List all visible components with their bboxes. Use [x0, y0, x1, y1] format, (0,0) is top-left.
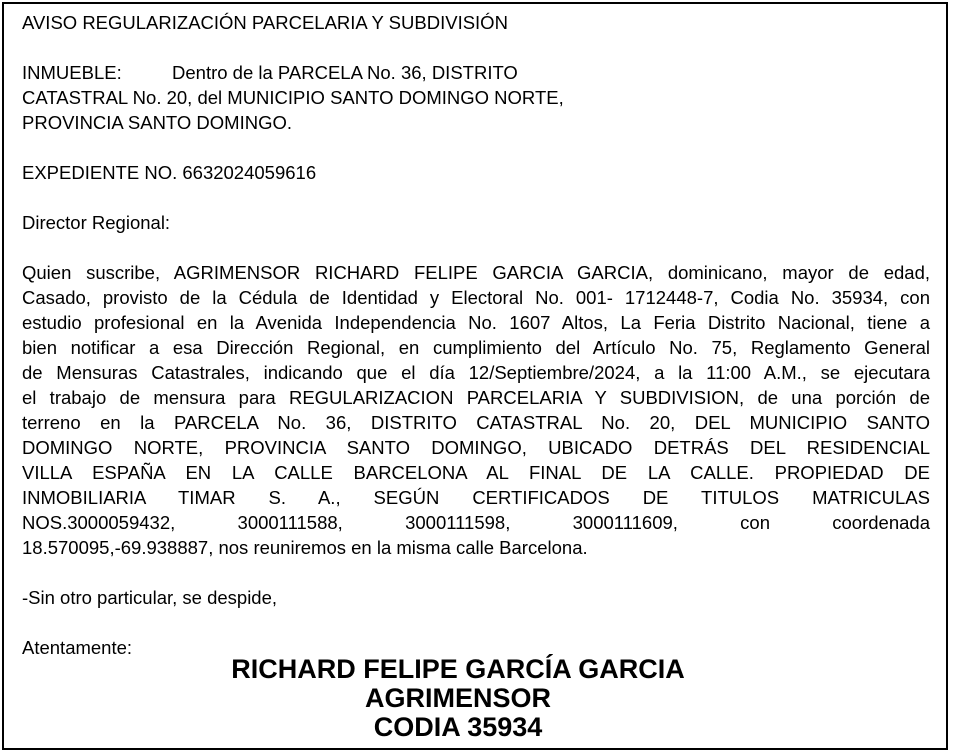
- body-line: Casado, provisto de la Cédula de Identidad y Electoral No. 001- 1712448-7, Codia No. 35934, con: [22, 287, 930, 308]
- notice-title: AVISO REGULARIZACIÓN PARCELARIA Y SUBDIVISIÓN: [22, 12, 508, 33]
- spacer: [22, 235, 930, 260]
- body-last-line: 18.570095,-69.938887, nos reuniremos en la misma calle Barcelona.: [22, 537, 588, 558]
- addressee: Director Regional:: [22, 212, 171, 233]
- inmueble-text-3: PROVINCIA SANTO DOMINGO.: [22, 112, 293, 133]
- notice-frame: [2, 2, 948, 750]
- body-line: bien notificar a esa Dirección Regional, en cumplimiento del Artículo No. 75, Reglamento General: [22, 337, 930, 358]
- signature-name: RICHARD FELIPE GARCÍA GARCIA: [231, 654, 685, 684]
- spacer: [22, 560, 930, 585]
- body-line: Quien suscribe, AGRIMENSOR RICHARD FELIPE GARCIA GARCIA, dominicano, mayor de edad,: [22, 262, 930, 283]
- body-line: el trabajo de mensura para REGULARIZACION PARCELARIA Y SUBDIVISION, de una porción de: [22, 387, 930, 408]
- body-line: NOS.3000059432, 3000111588, 3000111598, 3000111609, con coordenada: [22, 512, 930, 533]
- signature-codia: CODIA 35934: [373, 712, 543, 742]
- inmueble-text-2: CATASTRAL No. 20, del MUNICIPIO SANTO DOMINGO NORTE,: [22, 87, 564, 108]
- spacer: [22, 185, 930, 210]
- spacer: [22, 35, 930, 60]
- closing-text: -Sin otro particular, se despide,: [22, 587, 278, 608]
- body-line: VILLA ESPAÑA EN LA CALLE BARCELONA AL FINAL DE LA CALLE. PROPIEDAD DE: [22, 462, 930, 483]
- notice-content: [22, 10, 930, 660]
- body-line: INMOBILIARIA TIMAR S. A., SEGÚN CERTIFICADOS DE TITULOS MATRICULAS: [22, 487, 930, 508]
- body-line: terreno en la PARCELA No. 36, DISTRITO CATASTRAL No. 20, DEL MUNICIPIO SANTO: [22, 412, 930, 433]
- spacer: [22, 135, 930, 160]
- spacer: [22, 610, 930, 635]
- regards-text: Atentamente:: [22, 637, 133, 658]
- expediente-number: EXPEDIENTE NO. 6632024059616: [22, 162, 317, 183]
- body-line: de Mensuras Catastrales, indicando que el día 12/Septiembre/2024, a la 11:00 A.M., se ejecutara: [22, 362, 930, 383]
- signature-title: AGRIMENSOR: [364, 683, 551, 713]
- inmueble-text-1: Dentro de la PARCELA No. 36, DISTRITO: [172, 62, 518, 83]
- inmueble-line-1: [22, 60, 930, 85]
- body-line: estudio profesional en la Avenida Independencia No. 1607 Altos, La Feria Distrito Nacional, tiene a: [22, 312, 930, 333]
- inmueble-label: INMUEBLE:: [22, 62, 122, 83]
- body-line: DOMINGO NORTE, PROVINCIA SANTO DOMINGO, UBICADO DETRÁS DEL RESIDENCIAL: [22, 437, 930, 458]
